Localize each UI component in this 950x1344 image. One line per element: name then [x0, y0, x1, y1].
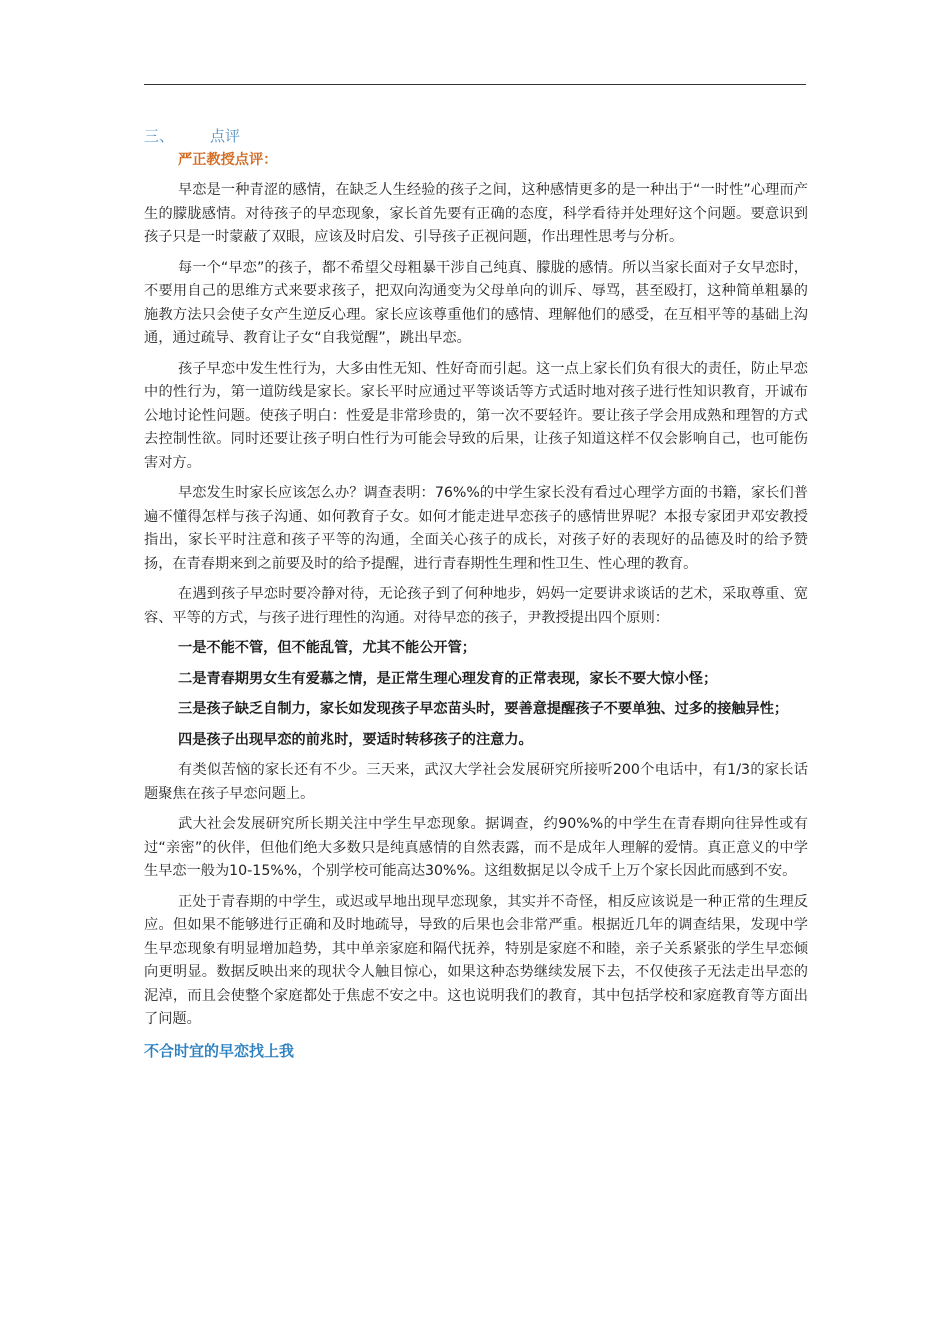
paragraph: 早恋发生时家长应该怎么办？调查表明：76%%的中学生家长没有看过心理学方面的书籍，家长们普遍不懂得怎样与孩子沟通、如何教育子女。如何才能走进早恋孩子的感情世界呢？本报专家团尹邓安教授指出，家长平时注意和孩子平等的沟通，全面关心孩子的成长，对孩子好的表现好的品德及时的给予赞扬，在青春期来到之前要及时的给予提醒，进行青春期性生理和性卫生、性心理的教育。 — [144, 485, 808, 572]
paragraph: 孩子早恋中发生性行为，大多由性无知、性好奇而引起。这一点上家长们负有很大的责任，防止早恋中的性行为，第一道防线是家长。家长平时应通过平等谈话等方式适时地对孩子进行性知识教育，开诚布公地讨论性问题。使孩子明白：性爱是非常珍贵的，第一次不要轻许。要让孩子学会用成熟和理智的方式去控制性欲。同时还要让孩子明白性行为可能会导致的后果，让孩子知道这样不仅会影响自己，也可能伤害对方。 — [144, 360, 808, 471]
paragraph: 正处于青春期的中学生，或迟或早地出现早恋现象，其实并不奇怪，相反应该说是一种正常的生理反应。但如果不能够进行正确和及时地疏导，导致的后果也会非常严重。根据近几年的调查结果，发现中学生早恋现象有明显增加趋势，其中单亲家庭和隔代抚养，特别是家庭不和睦，亲子关系紧张的学生早恋倾向更明显。数据反映出来的现状令人触目惊心，如果这种态势继续发展下去，不仅使孩子无法走出早恋的泥淖，而且会使整个家庭都处于焦虑不安之中。这也说明我们的教育，其中包括学校和家庭教育等方面出了问题。 — [144, 893, 808, 1027]
commentary-title: 严正教授点评： — [178, 152, 278, 168]
document-body — [144, 124, 808, 1063]
paragraph: 武大社会发展研究所长期关注中学生早恋现象。据调查，约90%%的中学生在青春期向往异性或有过“亲密”的伙伴，但他们绝大多数只是纯真感情的自然表露，而不是成年人理解的爱情。真正意义的中学生早恋一般为10-15%%，个别学校可能高达30%%。这组数据足以令成千上万个家长因此而感到不安。 — [144, 816, 808, 879]
paragraph: 有类似苦恼的家长还有不少。三天来，武汉大学社会发展研究所接听200个电话中，有1/3的家长话题聚焦在孩子早恋问题上。 — [144, 762, 808, 802]
section-title: 点评 — [210, 127, 241, 145]
principle-item: 三是孩子缺乏自制力，家长如发现孩子早恋苗头时，要善意提醒孩子不要单独、过多的接触异性； — [178, 701, 789, 717]
header-rule — [144, 84, 806, 85]
section-number: 三、 — [144, 127, 175, 145]
principle-item: 一是不能不管，但不能乱管，尤其不能公开管； — [178, 640, 476, 656]
paragraph: 每一个“早恋”的孩子，都不希望父母粗暴干涉自己纯真、朦胧的感情。所以当家长面对子女早恋时，不要用自己的思维方式来要求孩子，把双向沟通变为父母单向的训斥、辱骂，甚至殴打，这种简单粗暴的施教方法只会使子女产生逆反心理。家长应该尊重他们的感情、理解他们的感受，在互相平等的基础上沟通，通过疏导、教育让子女“自我觉醒”，跳出早恋。 — [144, 259, 808, 346]
paragraph: 早恋是一种青涩的感情，在缺乏人生经验的孩子之间，这种感情更多的是一种出于“一时性”心理而产生的朦胧感情。对待孩子的早恋现象，家长首先要有正确的态度，科学看待并处理好这个问题。要意识到孩子只是一时蒙蔽了双眼，应该及时启发、引导孩子正视问题，作出理性思考与分析。 — [144, 182, 808, 245]
section-heading — [144, 124, 808, 148]
paragraph: 在遇到孩子早恋时要冷静对待，无论孩子到了何种地步，妈妈一定要讲求谈话的艺术，采取尊重、宽容、平等的方式，与孩子进行理性的沟通。对待早恋的孩子，尹教授提出四个原则： — [144, 586, 808, 626]
next-section-heading: 不合时宜的早恋找上我 — [144, 1041, 295, 1060]
principle-item: 二是青春期男女生有爱慕之情，是正常生理心理发育的正常表现，家长不要大惊小怪； — [178, 670, 718, 687]
principle-item: 四是孩子出现早恋的前兆时，要适时转移孩子的注意力。 — [178, 731, 533, 748]
